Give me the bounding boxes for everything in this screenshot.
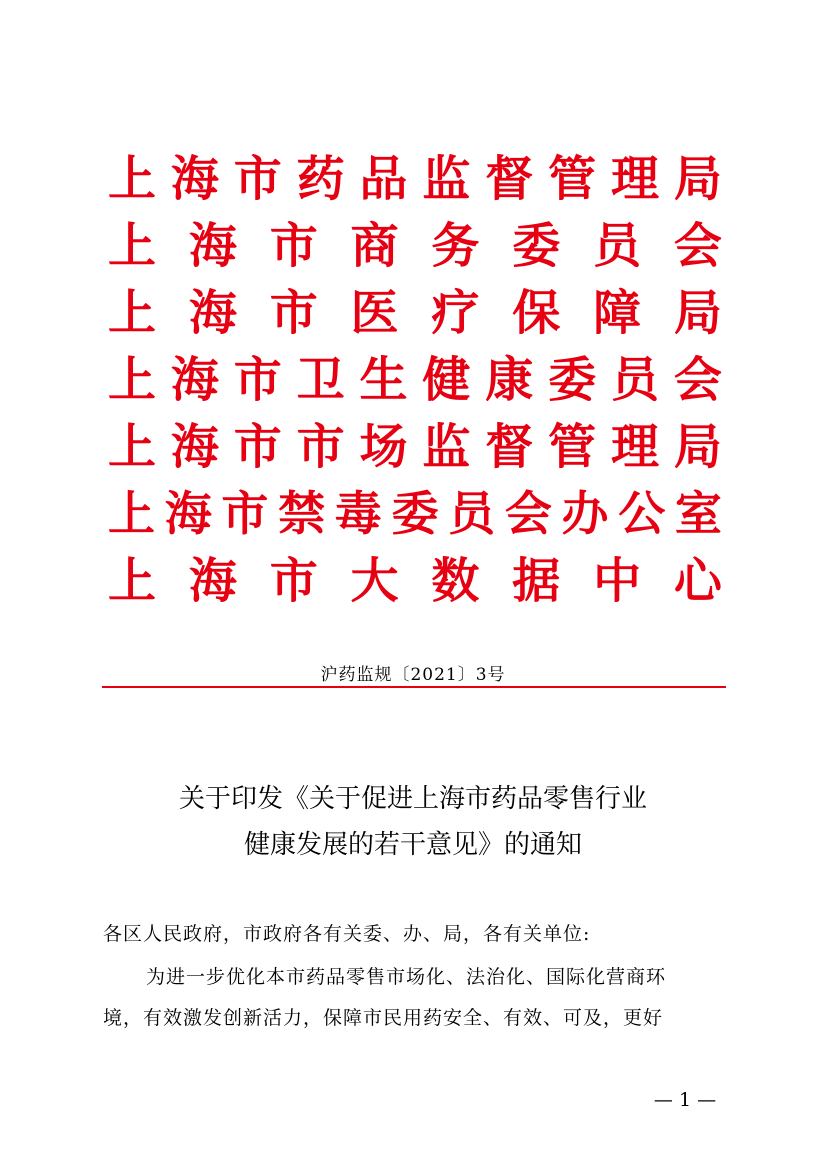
issuer-char: 会 [504, 487, 552, 542]
issuer-char: 务 [431, 218, 480, 274]
issuer-char: 管 [548, 419, 597, 475]
issuer-char: 保 [512, 285, 561, 341]
body-line-2: 境，有效激发创新活力，保障市民用药安全、有效、可及，更好 [103, 1007, 664, 1029]
document-number: 沪药监规〔2021〕3号 [320, 665, 506, 685]
title-line-2: 健康发展的若干意见》的通知 [243, 830, 582, 860]
issuer-char: 会 [673, 352, 722, 408]
issuer-line [108, 548, 722, 615]
issuer-char: 市 [269, 285, 318, 341]
issuer-char: 禁 [278, 487, 326, 542]
issuer-char: 市 [233, 352, 282, 408]
issuer-char: 医 [350, 285, 399, 341]
issuer-char: 局 [673, 419, 722, 475]
issuer-char: 上 [108, 218, 157, 274]
issuer-char: 理 [611, 419, 660, 475]
issuer-char: 委 [548, 352, 597, 408]
issuer-char: 监 [422, 151, 471, 207]
issuer-line [108, 347, 722, 414]
issuer-line [108, 481, 722, 548]
issuer-char: 公 [618, 487, 666, 542]
issuer-char: 委 [512, 218, 561, 274]
issuer-char: 障 [593, 285, 642, 341]
page-number: — 1 — [653, 1089, 717, 1111]
issuer-char: 海 [164, 487, 212, 542]
issuer-char: 上 [108, 553, 157, 609]
issuer-char: 药 [296, 151, 345, 207]
issuer-char: 海 [188, 218, 237, 274]
issuer-char: 管 [548, 151, 597, 207]
issuer-char: 健 [422, 352, 471, 408]
issuer-char: 员 [593, 218, 642, 274]
issuer-char: 大 [350, 553, 399, 609]
issuer-char: 理 [611, 151, 660, 207]
issuer-char: 督 [485, 151, 534, 207]
issuer-char: 毒 [334, 487, 382, 542]
issuing-authorities-header [108, 146, 722, 615]
issuer-char: 海 [188, 553, 237, 609]
issuer-char: 上 [108, 151, 157, 207]
issuer-char: 市 [233, 151, 282, 207]
issuer-char: 上 [108, 352, 157, 408]
salutation: 各区人民政府，市政府各有关委、办、局，各有关单位: [103, 923, 591, 945]
issuer-char: 海 [170, 151, 219, 207]
issuer-char: 上 [108, 419, 157, 475]
issuer-char: 据 [512, 553, 561, 609]
issuer-char: 员 [611, 352, 660, 408]
issuer-line [108, 213, 722, 280]
issuer-char: 上 [108, 285, 157, 341]
red-divider-line [102, 686, 726, 688]
issuer-line [108, 280, 722, 347]
issuer-char: 委 [391, 487, 439, 542]
issuer-char: 督 [485, 419, 534, 475]
issuer-char: 市 [296, 419, 345, 475]
issuer-char: 海 [188, 285, 237, 341]
issuer-char: 市 [269, 218, 318, 274]
issuer-char: 会 [673, 218, 722, 274]
issuer-char: 中 [593, 553, 642, 609]
issuer-char: 商 [350, 218, 399, 274]
issuer-char: 品 [359, 151, 408, 207]
issuer-char: 生 [359, 352, 408, 408]
issuer-char: 局 [673, 285, 722, 341]
issuer-char: 康 [485, 352, 534, 408]
issuer-char: 数 [431, 553, 480, 609]
issuer-char: 海 [170, 419, 219, 475]
issuer-char: 卫 [296, 352, 345, 408]
issuer-char: 市 [269, 553, 318, 609]
issuer-char: 员 [448, 487, 496, 542]
issuer-char: 办 [561, 487, 609, 542]
issuer-char: 疗 [431, 285, 480, 341]
issuer-char: 上 [108, 487, 155, 542]
body-paragraph [103, 957, 723, 1039]
title-line-1: 关于印发《关于促进上海市药品零售行业 [178, 784, 647, 814]
issuer-char: 市 [233, 419, 282, 475]
issuer-line [108, 414, 722, 481]
body-line-1: 为进一步优化本市药品零售市场化、法治化、国际化营商环 [146, 966, 667, 988]
issuer-char: 市 [221, 487, 269, 542]
issuer-char: 场 [359, 419, 408, 475]
issuer-line [108, 146, 722, 213]
issuer-char: 局 [673, 151, 722, 207]
issuer-char: 监 [422, 419, 471, 475]
document-title [0, 776, 826, 868]
issuer-char: 室 [674, 487, 722, 542]
issuer-char: 心 [673, 553, 722, 609]
issuer-char: 海 [170, 352, 219, 408]
